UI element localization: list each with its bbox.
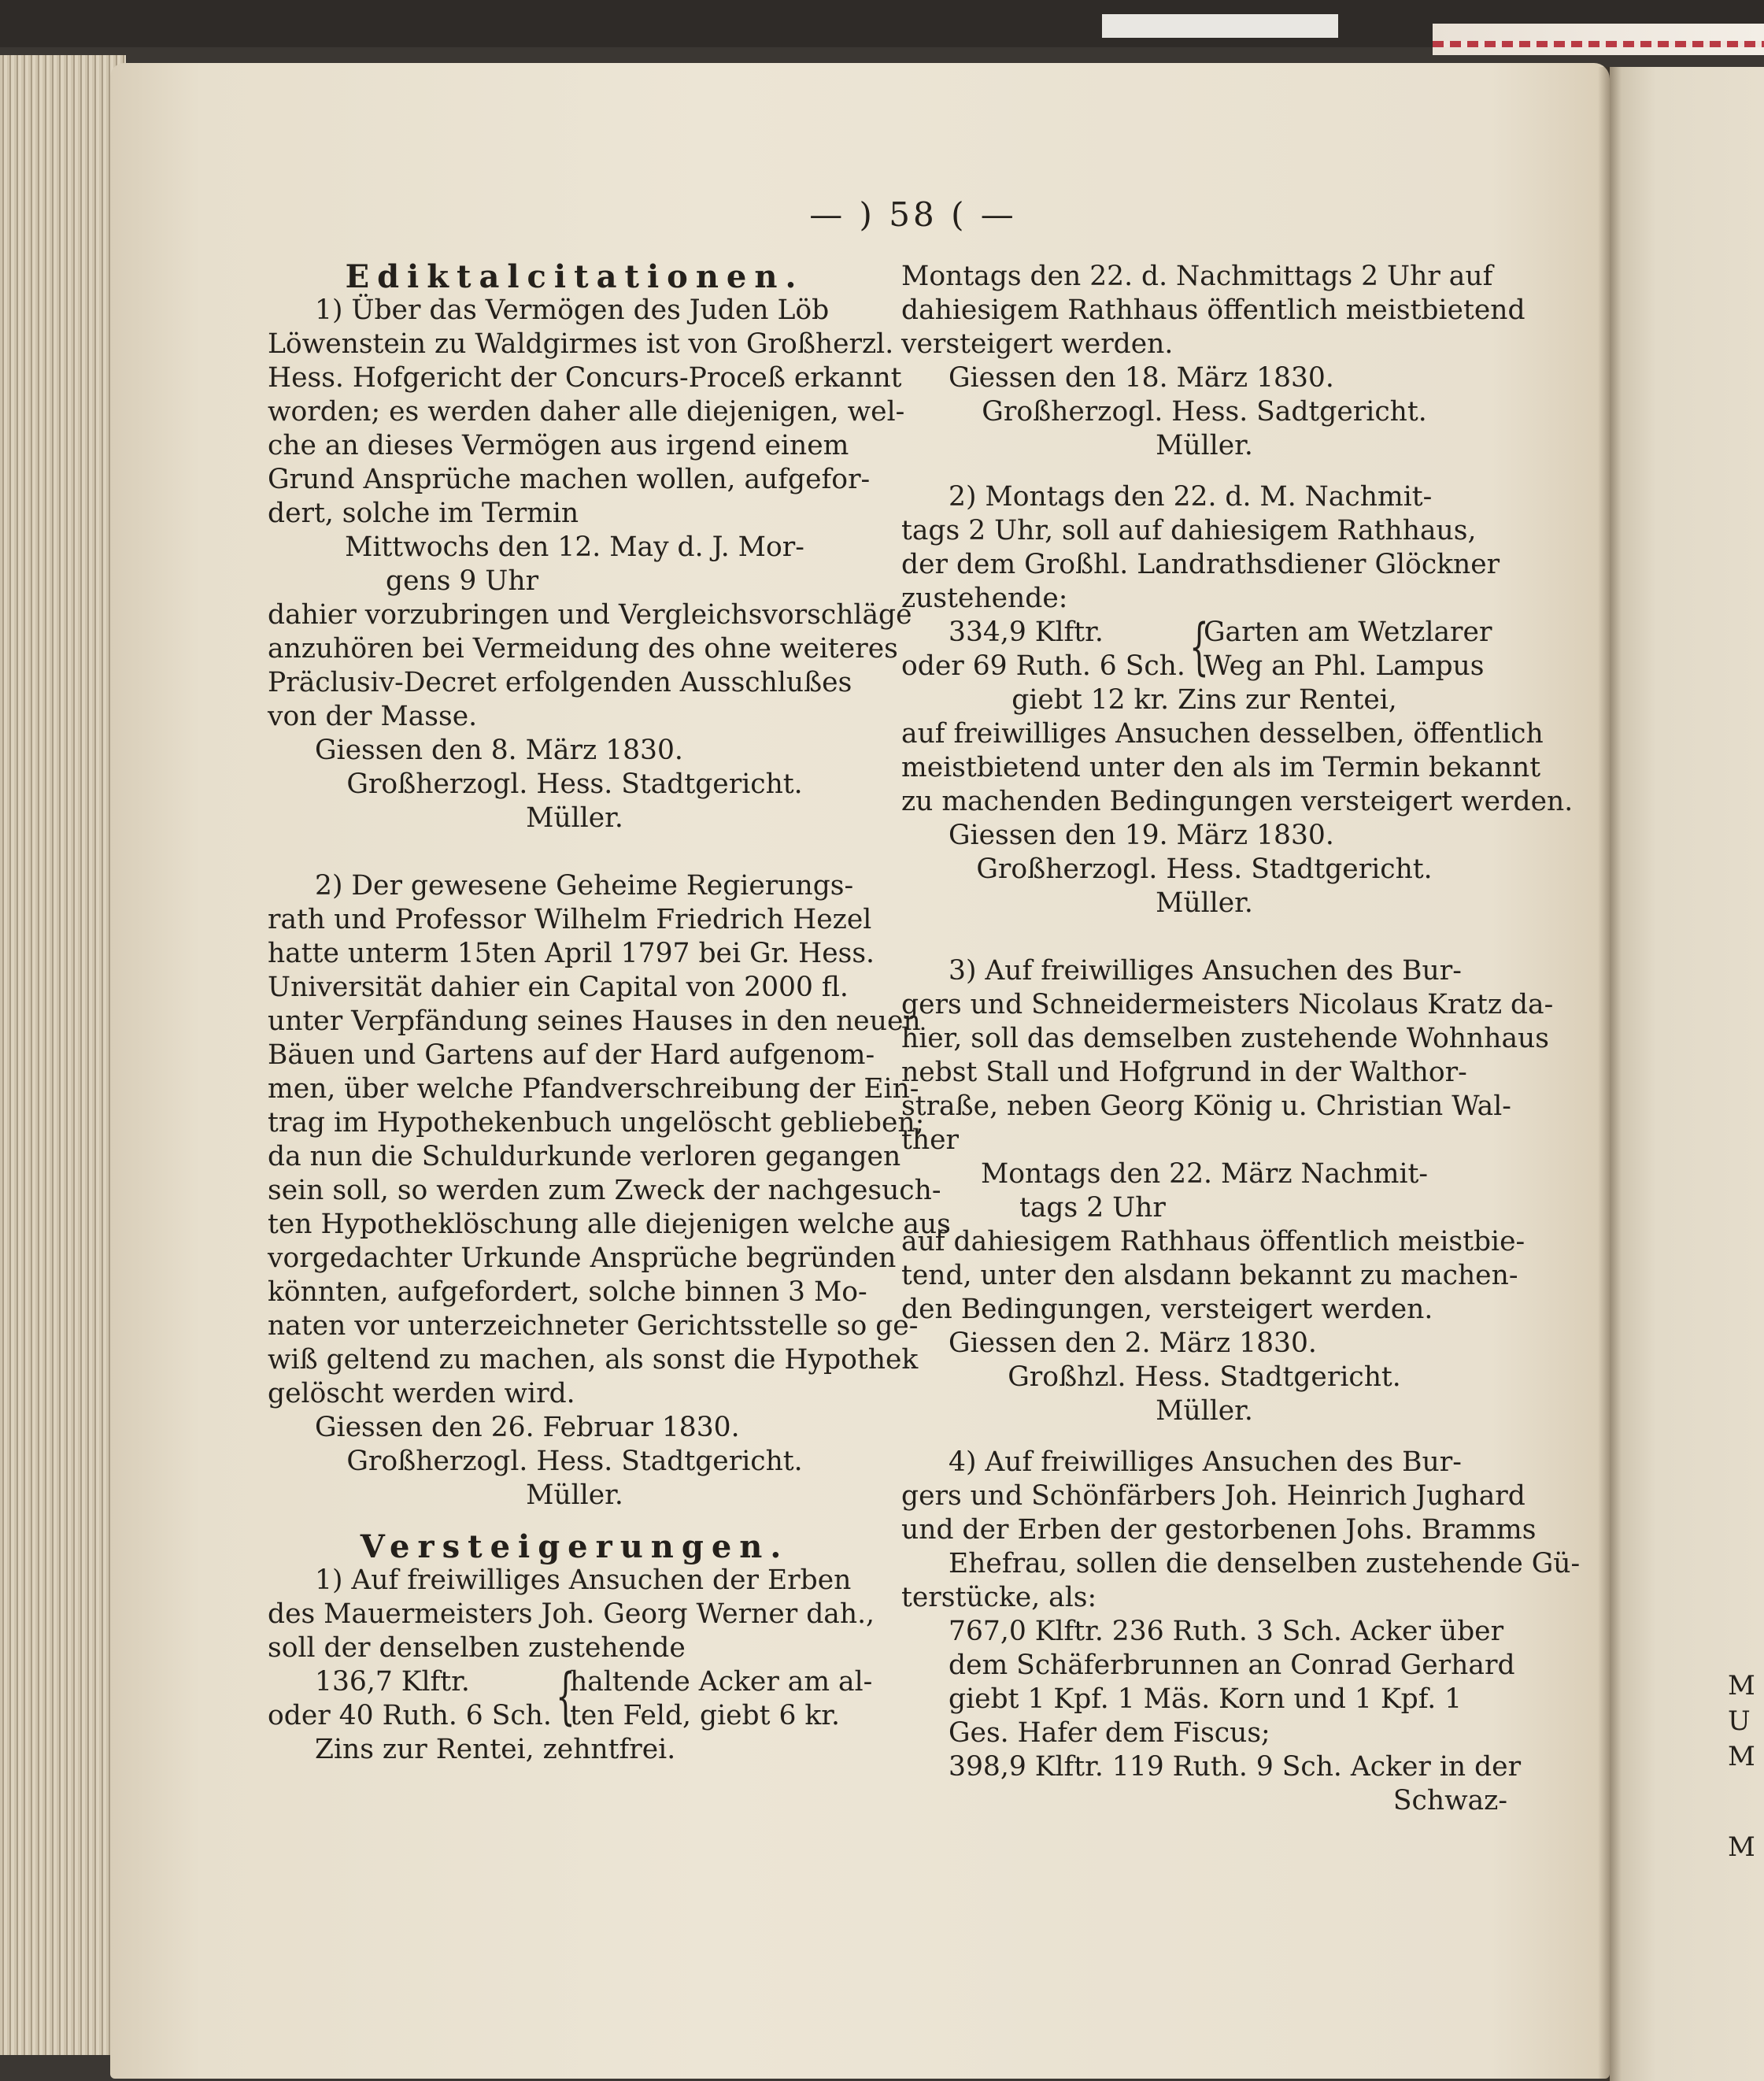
brace-right-cell [570,1665,872,1733]
text-line: tags 2 Uhr, soll auf dahiesigem Rathhaus, [901,515,1477,546]
text-line: 4) Auf freiwilliges Ansuchen des Bur- [949,1446,1462,1478]
text-line: hatte unterm 15ten April 1797 bei Gr. Hess. [268,938,875,969]
text-line: Müller. [526,1479,623,1511]
text-line: worden; es werden daher alle diejenigen, wel- [268,396,905,428]
text-line: Müller. [1156,1395,1253,1427]
text-line: Bäuen und Gartens auf der Hard aufgenom- [268,1039,875,1071]
text-line: Giessen den 26. Februar 1830. [315,1412,740,1443]
text-line [901,463,1507,480]
brace-line: oder 69 Ruth. 6 Sch. [901,650,1185,682]
page-header: — ) 58 ( — [809,195,1017,234]
text-line: Universität dahier ein Capital von 2000 fl. [268,972,849,1003]
curly-brace: { [556,1661,575,1732]
text-line: hier, soll das demselben zustehende Wohnhaus [901,1023,1549,1054]
section-heading: Versteigerungen. [360,1528,790,1565]
text-line: und der Erben der gestorbenen Johs. Bramms [901,1514,1537,1546]
text-line: der dem Großhl. Landrathsdiener Glöckner [901,549,1500,580]
text-line: Giessen den 18. März 1830. [949,362,1334,394]
text-line: Grund Ansprüche machen wollen, aufgefor- [268,464,871,495]
text-line: könnten, aufgefordert, solche binnen 3 Mo- [268,1276,867,1308]
text-line: Hess. Hofgericht der Concurs-Proceß erkannt [268,362,902,394]
text-line: Löwenstein zu Waldgirmes ist von Großherzl. [268,328,894,360]
text-line: Müller. [1156,887,1253,919]
text-line: Giessen den 19. März 1830. [949,820,1334,851]
bookmark-strip [1102,14,1338,38]
text-line: dahier vorzubringen und Vergleichsvorschläge [268,599,912,631]
text-line: soll der denselben zustehende [268,1632,686,1664]
text-line: Ehefrau, sollen die denselben zustehende Gü- [949,1548,1581,1579]
text-line: anzuhören bei Vermeidung des ohne weiteres [268,633,898,665]
text-line: gens 9 Uhr [386,565,539,597]
brace-line: oder 40 Ruth. 6 Sch. [268,1700,552,1731]
text-line: giebt 1 Kpf. 1 Mäs. Korn und 1 Kpf. 1 [949,1683,1463,1715]
text-line: Zins zur Rentei, zehntfrei. [315,1734,676,1765]
curly-brace: { [1189,612,1209,683]
text-line: naten vor unterzeichneter Gerichtsstelle so ge- [268,1310,919,1342]
text-line: 398,9 Klftr. 119 Ruth. 9 Sch. Acker in der [949,1751,1522,1783]
text-line: 1) Über das Vermögen des Juden Löb [315,294,830,326]
margin-fragment: M [1728,1831,1755,1863]
text-line: gers und Schneidermeisters Nicolaus Kratz da- [901,989,1554,1020]
text-line: 1) Auf freiwilliges Ansuchen der Erben [315,1564,852,1596]
text-line [901,1428,1507,1446]
page-gutter [1598,67,1622,2081]
text-line: dem Schäferbrunnen an Conrad Gerhard [949,1650,1515,1681]
text-line: ten Hypotheklöschung alle diejenigen welche aus [268,1209,951,1240]
text-line: vorgedachter Urkunde Ansprüche begründen [268,1242,897,1274]
text-line [901,920,1507,954]
next-page-edge [1610,67,1764,2081]
brace-left-cell [901,616,1185,683]
text-line: Montags den 22. März Nachmit- [980,1158,1429,1190]
right-column-text-a [901,260,1525,616]
text-line: unter Verpfändung seines Hauses in den neuen [268,1005,921,1037]
brace-right-cell [1204,616,1492,683]
text-line: versteigert werden. [901,328,1174,360]
margin-fragment: M [1728,1741,1755,1772]
text-line: den Bedingungen, versteigert werden. [901,1294,1433,1325]
text-line: Schwaz- [1392,1785,1507,1816]
text-line: auf freiwilliges Ansuchen desselben, öffentlich [901,718,1544,750]
text-line: sein soll, so werden zum Zweck der nachgesuch- [268,1175,941,1206]
text-line: des Mauermeisters Joh. Georg Werner dah., [268,1598,875,1630]
text-line: trag im Hypothekenbuch ungelöscht geblieben; [268,1107,925,1139]
text-line: Großherzogl. Hess. Stadtgericht. [976,854,1433,885]
book-headband [1433,24,1764,55]
right-column-text-b [901,683,1581,1818]
text-line: Großherzogl. Hess. Stadtgericht. [346,768,803,800]
text-line: Präclusiv-Decret erfolgenden Ausschlußes [268,667,852,698]
text-line: dahiesigem Rathhaus öffentlich meistbietend [901,294,1525,326]
text-line: Giessen den 8. März 1830. [315,735,683,766]
brace-left-cell [268,1665,551,1733]
margin-fragment: U [1728,1705,1751,1737]
text-line: 3) Auf freiwilliges Ansuchen des Bur- [949,955,1462,987]
text-line: ther [901,1124,959,1156]
text-line: auf dahiesigem Rathhaus öffentlich meistbie- [901,1226,1525,1257]
brace-line: Weg an Phl. Lampus [1204,650,1485,682]
text-line: Müller. [526,802,623,834]
section-heading: Ediktalcitationen. [345,258,804,295]
text-line: 2) Montags den 22. d. M. Nachmit- [949,481,1433,513]
text-line: meistbietend unter den als im Termin bekannt [901,752,1541,783]
text-line: Giessen den 2. März 1830. [949,1327,1317,1359]
text-line: Müller. [1156,430,1253,461]
text-line: gers und Schönfärbers Joh. Heinrich Jughard [901,1480,1525,1512]
text-line: 2) Der gewesene Geheime Regierungs- [315,870,854,902]
text-line: tags 2 Uhr [1019,1192,1166,1224]
text-line: Großhzl. Hess. Stadtgericht. [1008,1361,1401,1393]
text-line: che an dieses Vermögen aus irgend einem [268,430,849,461]
text-line: Mittwochs den 12. May d. J. Mor- [345,531,804,563]
brace-line: ten Feld, giebt 6 kr. [570,1700,840,1731]
text-line: straße, neben Georg König u. Christian Wal- [901,1090,1511,1122]
text-line: da nun die Schuldurkunde verloren gegangen [268,1141,901,1172]
text-line: Ges. Hafer dem Fiscus; [949,1717,1270,1749]
page-edges [0,55,126,2055]
text-line: 767,0 Klftr. 236 Ruth. 3 Sch. Acker über [949,1616,1504,1647]
right-brace-table [901,612,1507,683]
right-column [901,260,1581,1818]
brace-line: 136,7 Klftr. [315,1666,470,1698]
text-line: von der Masse. [268,701,478,732]
text-line: rath und Professor Wilhelm Friedrich Hezel [268,904,872,935]
brace-line: haltende Acker am al- [570,1666,873,1698]
text-line: gelöscht werden wird. [268,1378,575,1409]
left-brace-table [268,1661,882,1733]
text-line: tend, unter den alsdann bekannt zu machen- [901,1260,1518,1291]
text-line: terstücke, als: [901,1582,1097,1613]
text-line: giebt 12 kr. Zins zur Rentei, [1011,684,1397,716]
text-line: zustehende: [901,583,1068,614]
text-line: men, über welche Pfandverschreibung der Ein- [268,1073,919,1105]
text-line [268,1513,882,1530]
brace-line: Garten am Wetzlarer [1204,617,1492,648]
text-line: dert, solche im Termin [268,498,579,529]
text-line: Großherzogl. Hess. Stadtgericht. [346,1446,803,1477]
text-line [268,835,882,869]
text-line: nebst Stall und Hofgrund in der Walthor- [901,1057,1467,1088]
text-line: Großherzogl. Hess. Sadtgericht. [982,396,1427,428]
brace-line: 334,9 Klftr. [949,617,1104,648]
text-line: zu machenden Bedingungen versteigert werden. [901,786,1574,817]
text-line: Montags den 22. d. Nachmittags 2 Uhr auf [901,261,1493,292]
text-line: wiß geltend zu machen, als sonst die Hypothek [268,1344,919,1376]
headband-thread [1433,41,1764,47]
margin-fragment: M [1728,1670,1755,1701]
